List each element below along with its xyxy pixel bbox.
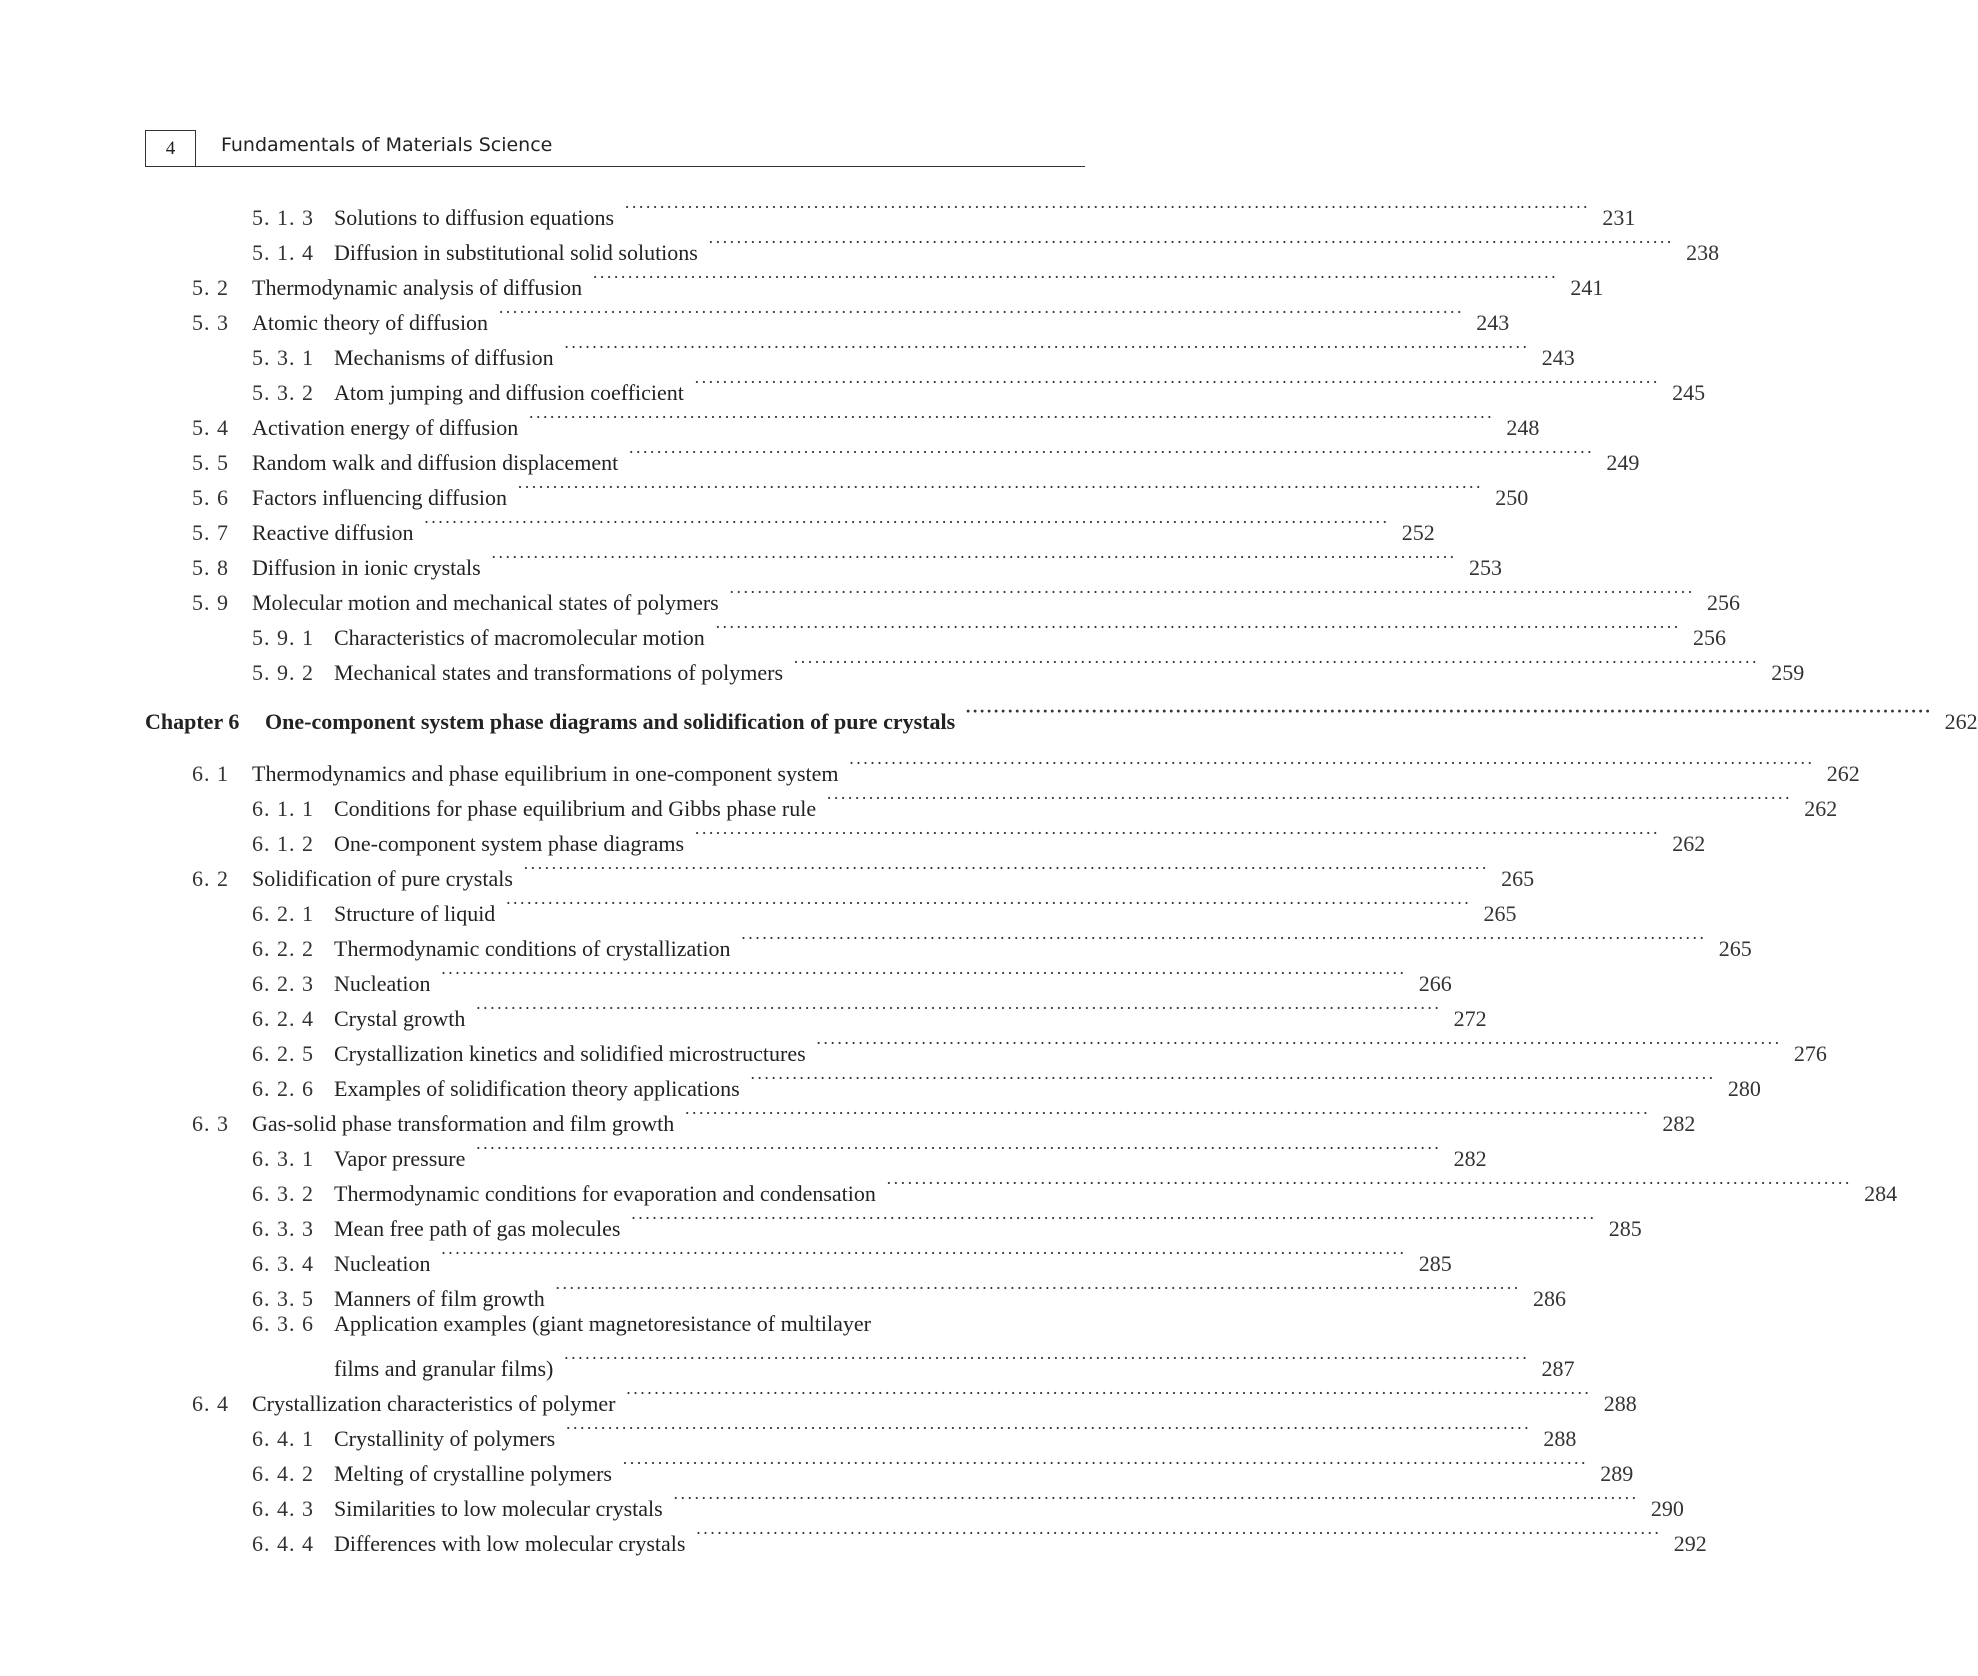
- page-ref: 284: [1864, 1181, 1898, 1206]
- section-number: 5. 8: [192, 555, 229, 580]
- toc-entry[interactable]: [145, 330, 1575, 370]
- section-number: 6. 3. 1: [252, 1146, 314, 1171]
- leader-dots: [741, 921, 1706, 956]
- page-ref: 256: [1706, 590, 1740, 615]
- page-ref: 265: [1483, 901, 1517, 926]
- toc-entry[interactable]: [145, 1376, 1637, 1416]
- page-ref: 280: [1727, 1076, 1761, 1101]
- page-ref: 289: [1600, 1461, 1634, 1486]
- leader-dots: [816, 1026, 1781, 1061]
- toc-entry[interactable]: [145, 1061, 1761, 1101]
- leader-dots: [498, 295, 1463, 330]
- section-number: 6. 3. 2: [252, 1181, 314, 1206]
- section-title: Solutions to diffusion equations: [334, 205, 615, 230]
- section-number: 6. 2: [192, 866, 229, 891]
- leader-dots: [564, 330, 1529, 365]
- leader-dots: [826, 781, 1791, 816]
- section-number: 5. 9. 2: [252, 660, 314, 685]
- page-ref: 276: [1793, 1041, 1827, 1066]
- section-title: One-component system phase diagrams: [334, 831, 685, 856]
- section-title: Diffusion in substitutional solid solutions: [334, 240, 698, 265]
- section-title: Nucleation: [334, 1251, 431, 1276]
- section-title: Thermodynamics and phase equilibrium in one-component system: [252, 761, 839, 786]
- page-ref: 241: [1570, 275, 1604, 300]
- leader-dots: [624, 190, 1589, 225]
- section-number: 6. 4. 1: [252, 1426, 314, 1451]
- section-title: Nucleation: [334, 971, 431, 996]
- toc-entry[interactable]: [145, 1236, 1452, 1276]
- section-number: 6. 4. 4: [252, 1531, 314, 1556]
- section-title: Vapor pressure: [334, 1146, 466, 1171]
- page-ref: 265: [1718, 936, 1752, 961]
- page-ref: 265: [1501, 866, 1535, 891]
- section-number: 5. 7: [192, 520, 229, 545]
- section-number: 5. 1. 3: [252, 205, 314, 230]
- header-rule: [145, 166, 1085, 167]
- section-number: 6. 3. 3: [252, 1216, 314, 1241]
- section-title: Solidification of pure crystals: [252, 866, 513, 891]
- section-title: Application examples (giant magnetoresistance of multilayer: [334, 1311, 871, 1336]
- toc-entry[interactable]: [145, 1096, 1696, 1136]
- section-number: 6. 3. 4: [252, 1251, 314, 1276]
- page-ref: 250: [1495, 485, 1529, 510]
- toc-entry[interactable]: [145, 295, 1510, 335]
- section-number: 6. 1. 1: [252, 796, 314, 821]
- page-ref: 259: [1771, 660, 1805, 685]
- leader-dots: [563, 1341, 1528, 1376]
- section-title: Gas-solid phase transformation and film growth: [252, 1111, 675, 1136]
- section-number: 5. 9. 1: [252, 625, 314, 650]
- section-title: Characteristics of macromolecular motion: [334, 625, 705, 650]
- page-ref: 262: [1672, 831, 1706, 856]
- section-title: Crystal growth: [334, 1006, 466, 1031]
- toc-entry[interactable]: [145, 746, 1860, 786]
- toc-entry[interactable]: [145, 435, 1640, 475]
- section-title: Conditions for phase equilibrium and Gibbs phase rule: [334, 796, 817, 821]
- section-number: 6. 1: [192, 761, 229, 786]
- toc-entry[interactable]: [145, 190, 1636, 230]
- page-ref: 266: [1418, 971, 1452, 996]
- page-ref: 243: [1541, 345, 1575, 370]
- leader-dots: [622, 1446, 1587, 1481]
- leader-dots: [475, 991, 1440, 1026]
- page-ref: 285: [1418, 1251, 1452, 1276]
- running-title: Fundamentals of Materials Science: [221, 134, 553, 156]
- toc-entry[interactable]: [145, 1131, 1487, 1171]
- toc-entry[interactable]: [145, 1516, 1707, 1556]
- leader-dots: [523, 851, 1488, 886]
- toc-entry[interactable]: [145, 1166, 1898, 1206]
- section-number: 6. 4: [192, 1391, 229, 1416]
- leader-dots: [849, 746, 1814, 781]
- toc-entry[interactable]: [145, 991, 1487, 1031]
- page-ref: 245: [1672, 380, 1706, 405]
- section-number: 6. 2. 3: [252, 971, 314, 996]
- section-number: 5. 9: [192, 590, 229, 615]
- leader-dots: [628, 435, 1593, 470]
- page-ref: 286: [1533, 1286, 1566, 1311]
- toc-entry[interactable]: [145, 1411, 1577, 1451]
- chapter-title: One-component system phase diagrams and solidification of pure crystals: [265, 709, 956, 734]
- toc-entry[interactable]: [145, 781, 1838, 821]
- leader-dots: [625, 1376, 1590, 1411]
- section-title: Molecular motion and mechanical states of polymers: [252, 590, 719, 615]
- section-number: 5. 4: [192, 415, 229, 440]
- page-ref: 288: [1543, 1426, 1577, 1451]
- leader-dots: [684, 1096, 1649, 1131]
- section-title: Activation energy of diffusion: [252, 415, 519, 440]
- leader-dots: [750, 1061, 1715, 1096]
- chapter-label: Chapter 6: [145, 709, 240, 734]
- page-ref: 249: [1606, 450, 1640, 475]
- page-ref: 288: [1603, 1391, 1637, 1416]
- page-ref: 262: [1804, 796, 1838, 821]
- section-number: 6. 3. 6: [252, 1311, 314, 1336]
- leader-dots: [475, 1131, 1440, 1166]
- section-title: Mean free path of gas molecules: [334, 1216, 621, 1241]
- chapter-heading[interactable]: [145, 694, 1978, 734]
- page-ref: 248: [1506, 415, 1540, 440]
- section-title: Random walk and diffusion displacement: [252, 450, 619, 475]
- section-title: Examples of solidification theory applications: [334, 1076, 740, 1101]
- page-ref: 272: [1453, 1006, 1487, 1031]
- toc-entry[interactable]: [145, 1201, 1642, 1241]
- leader-dots: [793, 645, 1758, 680]
- section-title: Similarities to low molecular crystals: [334, 1496, 663, 1521]
- leader-dots: [505, 886, 1470, 921]
- toc-entry[interactable]: [145, 1306, 1085, 1341]
- page-ref: 243: [1476, 310, 1510, 335]
- section-number: 6. 2. 6: [252, 1076, 314, 1101]
- page-number: 4: [145, 130, 195, 167]
- section-number: 6. 2. 4: [252, 1006, 314, 1031]
- leader-dots: [517, 470, 1482, 505]
- section-title: Crystallinity of polymers: [334, 1426, 556, 1451]
- section-number: 5. 6: [192, 485, 229, 510]
- section-title: Thermodynamic conditions of crystallization: [334, 936, 731, 961]
- leader-dots: [424, 505, 1389, 540]
- leader-dots: [491, 540, 1456, 575]
- section-title-continued: films and granular films): [334, 1356, 554, 1381]
- page-ref: 231: [1602, 205, 1636, 230]
- section-title: Melting of crystalline polymers: [334, 1461, 612, 1486]
- section-number: 6. 1. 2: [252, 831, 314, 856]
- toc-entry[interactable]: [145, 1446, 1634, 1486]
- leader-dots: [631, 1201, 1596, 1236]
- page-ref: 262: [1944, 709, 1978, 734]
- leader-dots: [565, 1411, 1530, 1446]
- section-number: 5. 3: [192, 310, 229, 335]
- section-number: 5. 5: [192, 450, 229, 475]
- leader-dots: [592, 260, 1557, 295]
- section-title: Structure of liquid: [334, 901, 496, 926]
- toc-entry-continuation[interactable]: [145, 1341, 1575, 1381]
- toc-entry[interactable]: [145, 816, 1706, 856]
- section-title: Factors influencing diffusion: [252, 485, 507, 510]
- page-ref: 290: [1650, 1496, 1684, 1521]
- page-ref: 292: [1673, 1531, 1707, 1556]
- section-title: Thermodynamic conditions for evaporation and condensation: [334, 1181, 876, 1206]
- page-ref: 285: [1608, 1216, 1642, 1241]
- toc-entry[interactable]: [145, 1481, 1684, 1521]
- section-number: 5. 2: [192, 275, 229, 300]
- page-ref: 238: [1686, 240, 1720, 265]
- toc-entry[interactable]: [145, 1271, 1566, 1311]
- section-number: 6. 4. 2: [252, 1461, 314, 1486]
- section-title: Mechanical states and transformations of polymers: [334, 660, 784, 685]
- section-number: 5. 3. 1: [252, 345, 314, 370]
- page-ref: 287: [1541, 1356, 1575, 1381]
- section-number: 5. 1. 4: [252, 240, 314, 265]
- section-title: Atomic theory of diffusion: [252, 310, 489, 335]
- leader-dots: [441, 1236, 1406, 1271]
- leader-dots: [729, 575, 1694, 610]
- section-title: Diffusion in ionic crystals: [252, 555, 481, 580]
- toc-entry[interactable]: [145, 956, 1452, 996]
- section-number: 6. 3. 5: [252, 1286, 314, 1311]
- toc-entry[interactable]: [145, 645, 1805, 685]
- toc-entry[interactable]: [145, 921, 1752, 961]
- toc-entry[interactable]: [145, 400, 1540, 440]
- toc-entry[interactable]: [145, 225, 1720, 265]
- toc-entry[interactable]: [145, 260, 1604, 300]
- section-title: Mechanisms of diffusion: [334, 345, 554, 370]
- leader-dots: [555, 1271, 1520, 1306]
- toc-entry[interactable]: [145, 540, 1502, 580]
- section-number: 6. 2. 2: [252, 936, 314, 961]
- section-title: Atom jumping and diffusion coefficient: [334, 380, 684, 405]
- toc-entry[interactable]: [145, 365, 1706, 405]
- section-number: 6. 2. 1: [252, 901, 314, 926]
- section-title: Thermodynamic analysis of diffusion: [252, 275, 583, 300]
- section-number: 5. 3. 2: [252, 380, 314, 405]
- toc-entry[interactable]: [145, 851, 1535, 891]
- toc-entry[interactable]: [145, 610, 1727, 650]
- page-ref: 253: [1468, 555, 1502, 580]
- section-title: Differences with low molecular crystals: [334, 1531, 686, 1556]
- section-title: Crystallization kinetics and solidified microstructures: [334, 1041, 806, 1066]
- toc-entry[interactable]: [145, 470, 1529, 510]
- leader-dots: [886, 1166, 1851, 1201]
- page-ref: 252: [1401, 520, 1435, 545]
- leader-dots: [695, 1516, 1660, 1551]
- leader-dots: [528, 400, 1493, 435]
- toc-entry[interactable]: [145, 1026, 1827, 1066]
- leader-dots: [715, 610, 1680, 645]
- toc-entry[interactable]: [145, 575, 1740, 615]
- section-title: Reactive diffusion: [252, 520, 414, 545]
- page-ref: 282: [1453, 1146, 1487, 1171]
- section-number: 6. 3: [192, 1111, 229, 1136]
- leader-dots: [441, 956, 1406, 991]
- leader-dots: [965, 694, 1931, 729]
- section-title: Manners of film growth: [334, 1286, 545, 1311]
- page-ref: 262: [1826, 761, 1860, 786]
- leader-dots: [694, 365, 1659, 400]
- header-divider: [195, 130, 196, 167]
- page-ref: 282: [1662, 1111, 1696, 1136]
- toc-entry[interactable]: [145, 505, 1435, 545]
- section-number: 6. 2. 5: [252, 1041, 314, 1066]
- toc-entry[interactable]: [145, 886, 1517, 926]
- leader-dots: [673, 1481, 1638, 1516]
- leader-dots: [708, 225, 1673, 260]
- section-number: 6. 4. 3: [252, 1496, 314, 1521]
- page-ref: 256: [1693, 625, 1727, 650]
- section-title: Crystallization characteristics of polymer: [252, 1391, 616, 1416]
- leader-dots: [694, 816, 1659, 851]
